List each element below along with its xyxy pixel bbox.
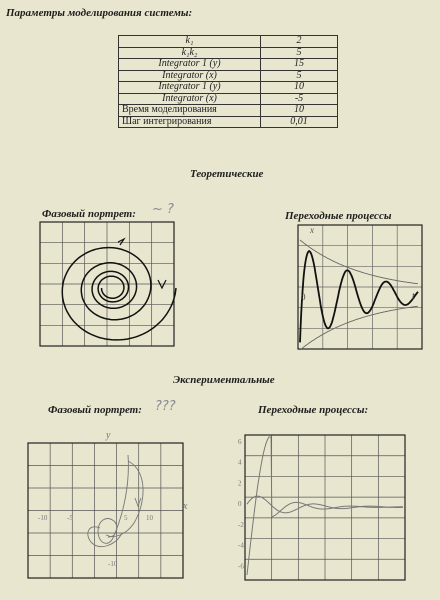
exp-tick-label: -10	[108, 560, 118, 568]
grid-lines	[298, 225, 422, 349]
params-row	[119, 70, 338, 82]
exp-transient-tick-label: -2	[238, 520, 244, 529]
theoretical-transient-label: Переходные процессы	[285, 210, 392, 222]
experimental-phase-portrait	[28, 430, 188, 578]
exp-transient-tick-label: 0	[238, 500, 242, 509]
transient-curve	[300, 251, 418, 342]
transient-axis-t-label: t	[412, 291, 415, 302]
exp-axis-y-label: y	[106, 430, 111, 441]
param-value: 10	[261, 105, 338, 117]
phase-spiral	[62, 248, 176, 340]
exp-transient-tick-label: 2	[238, 479, 242, 488]
params-row	[119, 59, 338, 71]
exp-transient-tick-label: 6	[238, 438, 242, 446]
params-row	[119, 105, 338, 117]
exp-tick-label: 10	[146, 514, 153, 522]
exp-transient-tick-label: 4	[238, 458, 242, 467]
param-label: k₁k₂	[119, 47, 261, 59]
params-row	[119, 36, 338, 48]
param-label: Integrator (x)	[119, 93, 261, 105]
page-title: Параметры моделирования системы:	[6, 7, 193, 19]
exp-tick-label: -10	[38, 514, 48, 522]
param-value: 5	[261, 47, 338, 59]
param-value: 5	[261, 70, 338, 82]
params-row	[119, 116, 338, 128]
grid-lines	[28, 443, 183, 578]
param-value: 10	[261, 82, 338, 94]
exp-transient-tick-label: -4	[238, 541, 244, 550]
theoretical-phase-note: ~ ?	[152, 202, 174, 217]
phase-arrow	[118, 239, 124, 245]
transient-zero-label: 0	[301, 292, 306, 302]
experimental-phase-label: Фазовый портрет:	[48, 404, 142, 416]
experimental-phase-note: ???	[155, 399, 176, 414]
envelope-upper	[300, 240, 418, 284]
param-value: 2	[261, 36, 338, 48]
param-label: Шаг интегрирования	[119, 116, 261, 128]
param-label: Integrator (x)	[119, 70, 261, 82]
exp-phase-arrow	[135, 498, 141, 506]
experimental-transient-chart	[238, 435, 405, 580]
param-value: 0,01	[261, 116, 338, 128]
params-row	[119, 47, 338, 59]
param-label: Integrator 1 (y)	[119, 59, 261, 71]
theoretical-phase-portrait	[40, 222, 174, 346]
params-row	[119, 93, 338, 105]
theoretical-transient-chart	[298, 225, 422, 349]
transient-axis-y-label: x	[310, 225, 314, 235]
params-table	[118, 35, 338, 128]
exp-tick-label: 5	[124, 514, 128, 522]
section-experimental-title: Экспериментальные	[173, 374, 275, 386]
params-row	[119, 82, 338, 94]
exp-axis-x-label: x	[183, 501, 188, 512]
param-label: Integrator 1 (y)	[119, 82, 261, 94]
param-label: k₁	[119, 36, 261, 48]
theoretical-phase-label: Фазовый портрет:	[42, 208, 136, 220]
param-label: Время моделирования	[119, 105, 261, 117]
param-value: 15	[261, 59, 338, 71]
exp-tick-label: -5	[67, 514, 73, 522]
transient-grid	[298, 225, 422, 349]
experimental-transient-label: Переходные процессы:	[258, 404, 369, 416]
exp-transient-tick-label: -6	[238, 562, 244, 571]
exp-phase-grid	[28, 443, 183, 578]
section-theoretical-title: Теоретические	[190, 168, 264, 180]
param-value: -5	[261, 93, 338, 105]
